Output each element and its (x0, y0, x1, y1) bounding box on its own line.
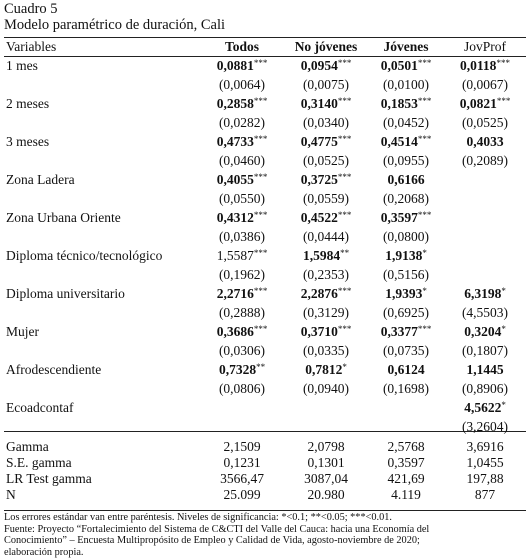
significance-stars: *** (417, 96, 432, 106)
coef-cell (444, 398, 526, 417)
coef-cell (200, 56, 284, 75)
coef-cell (200, 398, 284, 417)
coef-value: 0,1853 (380, 96, 418, 111)
header-jovprof: JovProf (463, 39, 506, 54)
coef-cell (284, 56, 368, 75)
se-row (4, 379, 526, 398)
stat-value: 4.119 (391, 487, 421, 502)
stat-label: N (6, 487, 16, 502)
coef-value: 0,4312 (216, 210, 254, 225)
table-notes (4, 512, 529, 558)
coef-cell (444, 284, 526, 303)
coef-cell (444, 246, 526, 265)
coef-cell (368, 322, 444, 341)
coef-value: 0,0501 (380, 58, 418, 73)
significance-stars: * (422, 286, 427, 296)
significance-stars: *** (337, 324, 352, 334)
standard-error: (4,5503) (461, 305, 509, 320)
variable-label: Mujer (6, 324, 39, 339)
coef-cell (368, 284, 444, 303)
stat-value: 877 (474, 487, 496, 502)
standard-error: (0,0386) (218, 229, 266, 244)
standard-error (444, 227, 526, 246)
coef-value: 1,9393 (385, 286, 423, 301)
coef-cell (284, 322, 368, 341)
header-row (4, 38, 526, 56)
coef-row (4, 284, 526, 303)
significance-stars: *** (337, 286, 352, 296)
coef-cell (284, 360, 368, 379)
significance-stars: *** (253, 172, 268, 182)
coef-row (4, 132, 526, 151)
coef-value: 0,3140 (300, 96, 338, 111)
variable-label: Diploma técnico/tecnológico (6, 248, 163, 263)
coef-value: 2,2876 (300, 286, 338, 301)
coef-cell (284, 132, 368, 151)
standard-error: (3,2604) (461, 419, 509, 434)
coef-value: 0,4522 (300, 210, 338, 225)
bottom-rule (4, 510, 526, 511)
standard-error: (0,0800) (382, 229, 430, 244)
standard-error: (0,0064) (218, 77, 266, 92)
significance-stars: *** (417, 58, 432, 68)
stat-value: 2,5768 (387, 439, 425, 454)
coef-cell (368, 170, 444, 189)
coef-cell (368, 94, 444, 113)
significance-stars: *** (337, 172, 352, 182)
standard-error: (0,0282) (218, 115, 266, 130)
se-row (4, 189, 526, 208)
standard-error (200, 417, 284, 436)
note-significance: Los errores estándar van entre paréntesis. Niveles de significancia: *<0.1; **<0.05; ***<0.01. (4, 512, 392, 523)
standard-error: (0,1962) (218, 267, 266, 282)
coef-cell (200, 170, 284, 189)
coef-cell (368, 132, 444, 151)
significance-stars: *** (253, 248, 268, 258)
se-row (4, 151, 526, 170)
stat-value: 0,3597 (387, 455, 425, 470)
standard-error (284, 417, 368, 436)
significance-stars: * (501, 400, 506, 410)
standard-error: (0,0444) (302, 229, 350, 244)
significance-stars: *** (337, 210, 352, 220)
coef-value: 6,3198 (464, 286, 502, 301)
header-no-jovenes: No jóvenes (294, 39, 358, 54)
stat-label: S.E. gamma (6, 455, 72, 470)
se-row (4, 303, 526, 322)
coef-value: 0,3597 (380, 210, 418, 225)
significance-stars: * (342, 362, 347, 372)
standard-error: (0,0559) (302, 191, 350, 206)
stat-value: 0,1301 (307, 455, 345, 470)
standard-error: (0,2888) (218, 305, 266, 320)
coef-value: 0,6166 (387, 172, 425, 187)
coef-cell (444, 170, 526, 189)
coef-value: 0,4055 (216, 172, 254, 187)
coef-cell (200, 94, 284, 113)
standard-error: (0,8906) (461, 381, 509, 396)
variable-label: Diploma universitario (6, 286, 125, 301)
standard-error (444, 265, 526, 284)
se-row (4, 417, 526, 436)
coef-value: 0,4033 (466, 134, 504, 149)
standard-error: (0,0100) (382, 77, 430, 92)
standard-error: (0,0525) (302, 153, 350, 168)
stat-value: 25.099 (223, 487, 261, 502)
coef-value: 0,3710 (300, 324, 338, 339)
coef-cell (284, 284, 368, 303)
stat-value: 3087,04 (304, 471, 348, 486)
coef-cell (200, 360, 284, 379)
standard-error: (0,0340) (302, 115, 350, 130)
standard-error: (0,0550) (218, 191, 266, 206)
stat-label: LR Test gamma (6, 471, 92, 486)
coef-cell (368, 56, 444, 75)
variable-label: Zona Ladera (6, 172, 75, 187)
coef-value: 1,1445 (466, 362, 504, 377)
variable-label: 3 meses (6, 134, 50, 149)
standard-error: (0,2089) (461, 153, 509, 168)
standard-error: (0,0335) (302, 343, 350, 358)
standard-error: (0,5156) (382, 267, 430, 282)
se-row (4, 341, 526, 360)
significance-stars: *** (253, 324, 268, 334)
stat-row (4, 487, 526, 503)
standard-error (368, 417, 444, 436)
significance-stars: *** (253, 210, 268, 220)
coef-row (4, 56, 526, 75)
standard-error: (0,0075) (302, 77, 350, 92)
coef-value: 0,4514 (380, 134, 418, 149)
header-todos: Todos (224, 39, 260, 54)
coef-cell (444, 208, 526, 227)
coef-value: 0,7812 (305, 362, 343, 377)
significance-stars: *** (253, 134, 268, 144)
stat-value: 421,69 (387, 471, 425, 486)
table-number: Cuadro 5 (4, 1, 58, 17)
standard-error: (0,0452) (382, 115, 430, 130)
significance-stars: * (501, 324, 506, 334)
coef-value: 0,0954 (300, 58, 338, 73)
stat-row (4, 439, 526, 455)
coef-row (4, 322, 526, 341)
coef-cell (284, 246, 368, 265)
coef-value: 0,3204 (464, 324, 502, 339)
significance-stars: *** (496, 96, 511, 106)
stat-value: 2,1509 (223, 439, 261, 454)
significance-stars: *** (496, 58, 510, 68)
significance-stars: * (422, 248, 427, 258)
standard-error: (0,2353) (302, 267, 350, 282)
se-row (4, 113, 526, 132)
coef-value: 4,5622 (464, 400, 502, 415)
coef-value: 0,0821 (459, 96, 497, 111)
coef-value: 0,3725 (300, 172, 338, 187)
coef-row (4, 360, 526, 379)
stat-value: 1,0455 (466, 455, 504, 470)
significance-stars: ** (340, 248, 350, 258)
table-title: Modelo paramétrico de duración, Cali (4, 17, 226, 33)
coef-value: 0,2858 (216, 96, 254, 111)
variable-label: 2 meses (6, 96, 50, 111)
coef-value: 0,3686 (216, 324, 254, 339)
standard-error: (0,0067) (461, 77, 509, 92)
stat-value: 3566,47 (220, 471, 264, 486)
coef-cell (200, 208, 284, 227)
coef-cell (444, 322, 526, 341)
coef-row (4, 208, 526, 227)
se-row (4, 75, 526, 94)
significance-stars: *** (337, 96, 352, 106)
stat-row (4, 471, 526, 487)
coef-cell (284, 170, 368, 189)
coef-value: 0,4733 (216, 134, 254, 149)
coef-row (4, 246, 526, 265)
coef-value: 0,7328 (218, 362, 257, 377)
variable-label: Zona Urbana Oriente (6, 210, 121, 225)
coef-cell (444, 132, 526, 151)
coef-cell (444, 360, 526, 379)
stat-value: 3,6916 (466, 439, 504, 454)
stat-value: 0,1231 (223, 455, 261, 470)
coef-value: 0,3377 (380, 324, 418, 339)
significance-stars: *** (417, 324, 432, 334)
coef-cell (444, 94, 526, 113)
header-variables: Variables (6, 39, 57, 54)
stat-label: Gamma (6, 439, 49, 454)
coef-value: 2,2716 (216, 286, 254, 301)
standard-error (444, 189, 526, 208)
stat-value: 197,88 (466, 471, 504, 486)
coef-value: 0,4775 (300, 134, 338, 149)
standard-error: (0,3129) (302, 305, 350, 320)
header-jovenes: Jóvenes (383, 39, 429, 54)
significance-stars: * (501, 286, 506, 296)
standard-error: (0,0525) (461, 115, 509, 130)
significance-stars: ** (256, 362, 266, 372)
coef-cell (200, 322, 284, 341)
coef-row (4, 398, 526, 417)
standard-error: (0,0460) (218, 153, 266, 168)
standard-error: (0,1698) (382, 381, 430, 396)
standard-error: (0,0735) (382, 343, 430, 358)
note-source-3: elaboración propia. (4, 546, 84, 558)
coef-value: 0,0118 (460, 58, 497, 73)
standard-error: (0,0940) (302, 381, 350, 396)
coef-value: 1,5984 (302, 248, 341, 263)
coef-value: 0,0881 (216, 58, 254, 73)
coef-row (4, 94, 526, 113)
significance-stars: *** (417, 210, 432, 220)
coef-value: 1,9138 (385, 248, 423, 263)
coef-cell (200, 132, 284, 151)
coef-value: 0,6124 (387, 362, 425, 377)
standard-error: (0,0955) (382, 153, 430, 168)
se-row (4, 265, 526, 284)
significance-stars: *** (337, 134, 352, 144)
significance-stars: *** (253, 96, 268, 106)
significance-stars: *** (337, 58, 352, 68)
coef-value: 1,5587 (216, 248, 254, 263)
coef-cell (368, 208, 444, 227)
coef-cell (200, 284, 284, 303)
coef-cell (368, 360, 444, 379)
standard-error: (0,0806) (218, 381, 266, 396)
coef-row (4, 170, 526, 189)
standard-error: (0,1807) (461, 343, 509, 358)
variable-label: 1 mes (6, 58, 38, 73)
standard-error: (0,6925) (382, 305, 430, 320)
stat-value: 20.980 (307, 487, 345, 502)
significance-stars: *** (253, 58, 268, 68)
coef-cell (284, 398, 368, 417)
stat-row (4, 455, 526, 471)
variable-label: Afrodescendiente (6, 362, 102, 377)
stat-value: 2,0798 (307, 439, 345, 454)
coef-cell (284, 208, 368, 227)
significance-stars: *** (417, 134, 432, 144)
standard-error: (0,0306) (218, 343, 266, 358)
coef-cell (284, 94, 368, 113)
coef-cell (444, 56, 526, 75)
coef-cell (200, 246, 284, 265)
note-source-1: Fuente: Proyecto “Fortalecimiento del Sistema de C&CTI del Valle del Cauca: hacia una Economía del (4, 523, 430, 535)
regression-table (4, 38, 526, 503)
coef-cell (368, 246, 444, 265)
variable-label: Ecoadcontaf (6, 400, 74, 415)
standard-error: (0,2068) (382, 191, 430, 206)
coef-cell (368, 398, 444, 417)
note-source-2: Conocimiento” – Encuesta Multipropósito de Empleo y Calidad de Vida, agosto-noviembre de 2020; (4, 535, 420, 546)
se-row (4, 227, 526, 246)
significance-stars: *** (253, 286, 268, 296)
